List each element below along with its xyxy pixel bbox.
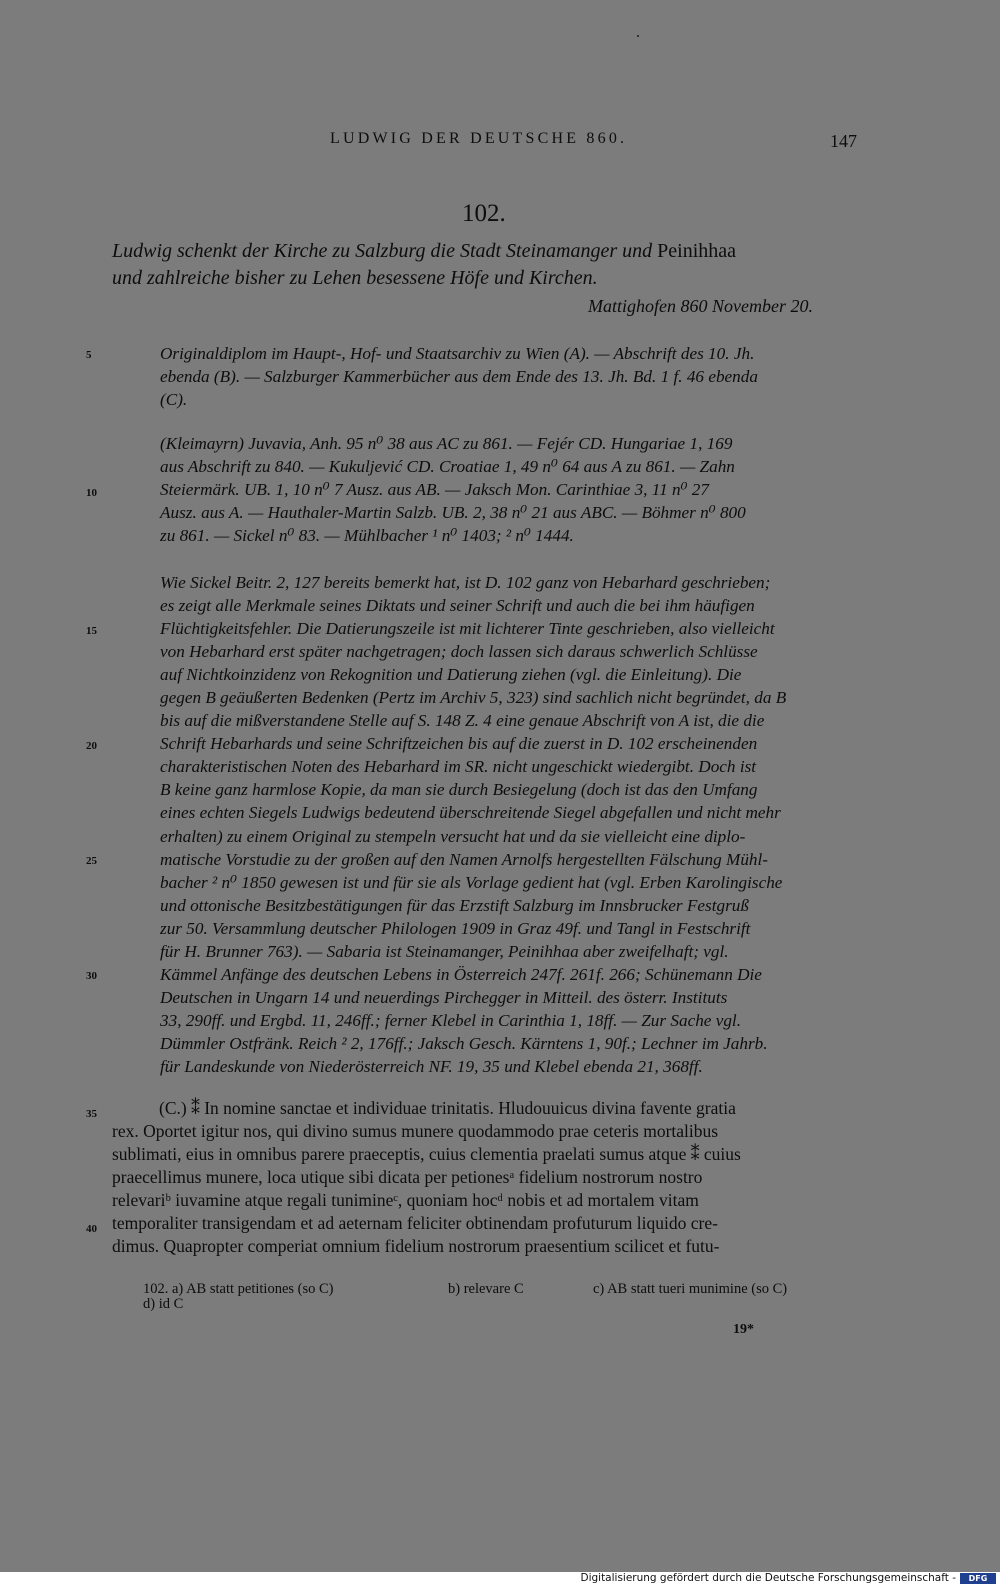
line-number-5: 5 [86, 349, 92, 361]
tradition-line: ebenda (B). — Salzburger Kammerbücher aus dem Ende des 13. Jh. Bd. 1 f. 46 ebenda [160, 367, 758, 387]
commentary-line: für Landeskunde von Niederösterreich NF. 19, 35 und Klebel ebenda 21, 368ff. [160, 1056, 703, 1076]
diploma-line: relevariᵇ iuvamine atque regali tunimineᶜ, quoniam hocᵈ nobis et ad mortalem vitam [112, 1190, 699, 1210]
commentary-line: es zeigt alle Merkmale seines Diktats und seiner Schrift und auch die bei ihm häufigen [160, 596, 755, 616]
commentary-line: zur 50. Versammlung deutscher Philologen 1909 in Graz 49f. und Tangl in Festschrift [160, 918, 751, 938]
page-number: 147 [830, 131, 857, 151]
commentary-paragraph [160, 571, 786, 1078]
commentary-line: und ottonische Besitzbestätigungen für das Erzstift Salzburg im Innsbrucker Festgruß [160, 895, 749, 915]
regest-line-1-text: Ludwig schenkt der Kirche zu Salzburg die Stadt Steinamanger und [112, 240, 653, 262]
commentary-line: von Hebarhard erst später nachgetragen; doch lassen sich daraus schwerlich Schlüsse [160, 642, 758, 662]
editions-line: zu 861. — Sickel n⁰ 83. — Mühlbacher ¹ n⁰ 1403; ² n⁰ 1444. [160, 526, 574, 546]
tradition-line: Originaldiplom im Haupt-, Hof- und Staatsarchiv zu Wien (A). — Abschrift des 10. Jh. [160, 344, 755, 363]
credit-text: Digitalisierung gefördert durch die Deutsche Forschungsgemeinschaft - [580, 1572, 956, 1584]
commentary-line: eines echten Siegels Ludwigs bedeutend überschreitende Siegel abgefallen und nicht mehr [160, 803, 781, 823]
commentary-line: charakteristischen Noten des Hebarhard im SR. nicht ungeschickt wiedergibt. Doch ist [160, 757, 757, 777]
line-number-25: 25 [86, 855, 97, 867]
line-number-20: 20 [86, 740, 97, 752]
commentary-line: matische Vorstudie zu der großen auf den Namen Arnolfs hergestellten Fälschung Mühl- [160, 849, 769, 869]
commentary-line: gegen B geäußerten Bedenken (Pertz im Archiv 5, 323) sind sachlich nicht begründet, da B [160, 688, 787, 708]
diploma-line: (C.) ⁑ In nomine sanctae et individuae trinitatis. Hludouuicus divina favente gratia [159, 1098, 736, 1118]
commentary-line: 33, 290ff. und Ergbd. 11, 246ff.; ferner Klebel in Carinthia 1, 18ff. — Zur Sache vgl. [160, 1010, 742, 1030]
editions-line: Ausz. aus A. — Hauthaler-Martin Salzb. UB. 2, 38 n⁰ 21 aus ABC. — Böhmer n⁰ 800 [160, 503, 746, 523]
diploma-line: praecellimus munere, loca utique sibi dicata per petionesᵃ fidelium nostrorum nostro [112, 1167, 703, 1187]
running-title: LUDWIG DER DEUTSCHE 860. [330, 130, 628, 147]
commentary-line: auf Nichtkoinzidenz von Rekognition und Datierung ziehen (vgl. die Einleitung). Die [160, 665, 742, 685]
commentary-line: für H. Brunner 763). — Sabaria ist Steinamanger, Peinihhaa aber zweifelhaft; vgl. [160, 941, 729, 961]
commentary-line: Schrift Hebarhards und seine Schriftzeichen bis auf die zuerst in D. 102 erscheinenden [160, 734, 758, 754]
regest-upright-name: Peinihhaa [657, 240, 737, 262]
scan-speck [637, 35, 639, 37]
line-number-10: 10 [86, 487, 97, 499]
editions-line: Steiermärk. UB. 1, 10 n⁰ 7 Ausz. aus AB. — Jaksch Mon. Carinthiae 3, 11 n⁰ 27 [160, 480, 709, 500]
commentary-line: Dümmler Ostfränk. Reich ² 2, 176ff.; Jaksch Gesch. Kärntens 1, 90f.; Lechner im Jahrb. [160, 1033, 768, 1053]
diploma-line: rex. Oportet igitur nos, qui divino sumus munere quodammodo prae ceteris mortalibus [112, 1121, 719, 1141]
line-number-30: 30 [86, 970, 97, 982]
footnote-a: 102. a) AB statt petitiones (so C) [143, 1281, 334, 1297]
document-number: 102. [462, 200, 506, 227]
sheet-signature: 19* [733, 1322, 754, 1337]
regest-line-2: und zahlreiche bisher zu Lehen besessene Höfe und Kirchen. [112, 267, 598, 289]
diploma-line: temporaliter transigendam et ad aeternam feliciter obtinendam profuturum liquido cre- [112, 1213, 718, 1233]
footnote-b: b) relevare C [448, 1281, 524, 1297]
line-number-40: 40 [86, 1223, 97, 1235]
commentary-line: Flüchtigkeitsfehler. Die Datierungszeile ist mit lichterer Tinte geschrieben, also vielleicht [160, 619, 775, 639]
commentary-line: B keine ganz harmlose Kopie, da man sie durch Besiegelung (doch ist das den Umfang [160, 780, 758, 800]
diploma-text [112, 1097, 741, 1258]
line-number-35: 35 [86, 1108, 97, 1120]
tradition-line: (C). [160, 390, 188, 410]
digitization-credit-bar [0, 1572, 1000, 1585]
commentary-line: Deutschen in Ungarn 14 und neuerdings Pirchegger in Mitteil. des österr. Instituts [160, 987, 728, 1007]
line-number-15: 15 [86, 625, 97, 637]
editions-paragraph [160, 432, 746, 547]
dfg-logo-icon: DFG [960, 1573, 996, 1584]
footnote-c: c) AB statt tueri munimine (so C) [593, 1281, 788, 1297]
diploma-line: sublimati, eius in omnibus parere praeceptis, cuius clementia praelati sumus atque ⁑ cuius [112, 1144, 741, 1164]
footnote-d: d) id C [143, 1296, 184, 1312]
commentary-line: bis auf die mißverstandene Stelle auf S. 148 Z. 4 eine genaue Abschrift von A ist, die die [160, 711, 765, 731]
commentary-line: Kämmel Anfänge des deutschen Lebens in Österreich 247f. 261f. 266; Schünemann Die [160, 964, 762, 984]
dateline: Mattighofen 860 November 20. [588, 296, 813, 316]
commentary-line: erhalten) zu einem Original zu stempeln versucht hat und da sie vielleicht eine diplo- [160, 826, 746, 846]
regest-line-1 [112, 238, 862, 265]
commentary-line: bacher ² n⁰ 1850 gewesen ist und für sie als Vorlage gedient hat (vgl. Erben Karolingische [160, 872, 783, 892]
diploma-line: dimus. Quapropter comperiat omnium fidelium nostrorum praesentium scilicet et futu- [112, 1236, 720, 1256]
regest [112, 238, 862, 292]
commentary-line: Wie Sickel Beitr. 2, 127 bereits bemerkt hat, ist D. 102 ganz von Hebarhard geschrieben; [160, 573, 771, 592]
editions-line: (Kleimayrn) Juvavia, Anh. 95 n⁰ 38 aus AC zu 861. — Fejér CD. Hungariae 1, 169 [160, 434, 733, 453]
editions-line: aus Abschrift zu 840. — Kukuljević CD. Croatiae 1, 49 n⁰ 64 aus A zu 861. — Zahn [160, 457, 735, 477]
tradition-paragraph [160, 342, 758, 411]
